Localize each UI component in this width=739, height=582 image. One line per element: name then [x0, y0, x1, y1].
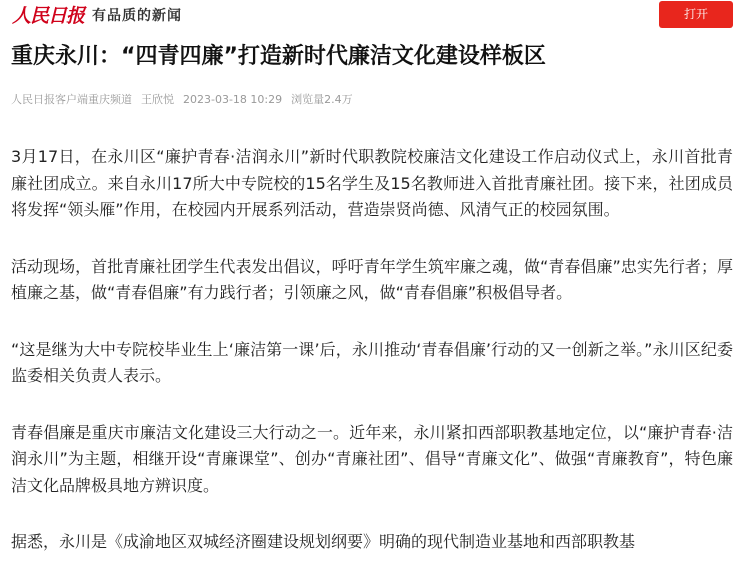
article-title: 重庆永川：“四青四廉”打造新时代廉洁文化建设样板区 — [11, 44, 546, 69]
article-datetime: 2023-03-18 10:29 — [183, 93, 283, 106]
article-author: 王欣悦 — [141, 93, 174, 106]
article-views: 浏览量2.4万 — [291, 93, 353, 106]
open-app-button[interactable]: 打开 — [659, 1, 733, 28]
site-logo[interactable] — [12, 3, 84, 29]
top-bar — [0, 0, 739, 32]
article-paragraph: 青春倡廉是重庆市廉洁文化建设三大行动之一。近年来，永川紧扣西部职教基地定位，以“廉护青春·洁润永川”为主题，相继开设“青廉课堂”、创办“青廉社团”、倡导“青廉文化”、做强“青廉教育”，特色廉洁文化品牌极具地方辨识度。 — [11, 422, 733, 495]
article-paragraph: “这是继为大中专院校毕业生上‘廉洁第一课’后，永川推动‘青春倡廉’行动的又一创新之举。”永川区纪委监委相关负责人表示。 — [11, 339, 733, 385]
article-source: 人民日报客户端重庆频道 — [11, 93, 132, 106]
article-paragraph: 活动现场，首批青廉社团学生代表发出倡议，呼吁青年学生筑牢廉之魂，做“青春倡廉”忠实先行者；厚植廉之基，做“青春倡廉”有力践行者；引领廉之风，做“青春倡廉”积极倡导者。 — [11, 256, 733, 302]
article-meta — [11, 92, 731, 108]
article-paragraph: 3月17日，在永川区“廉护青春·洁润永川”新时代职教院校廉洁文化建设工作启动仪式上，永川首批青廉社团成立。来自永川17所大中专院校的15名学生及15名教师进入首批青廉社团。接下来，社团成员将发挥“领头雁”作用，在校园内开展系列活动，营造崇贤尚德、风清气正的校园氛围。 — [11, 147, 733, 219]
article-paragraph: 据悉，永川是《成渝地区双城经济圈建设规划纲要》明确的现代制造业基地和西部职教基 — [11, 532, 636, 551]
article-body — [11, 144, 733, 582]
logo-text: 人民日报 — [12, 5, 85, 27]
site-slogan: 有品质的新闻 — [92, 8, 182, 24]
